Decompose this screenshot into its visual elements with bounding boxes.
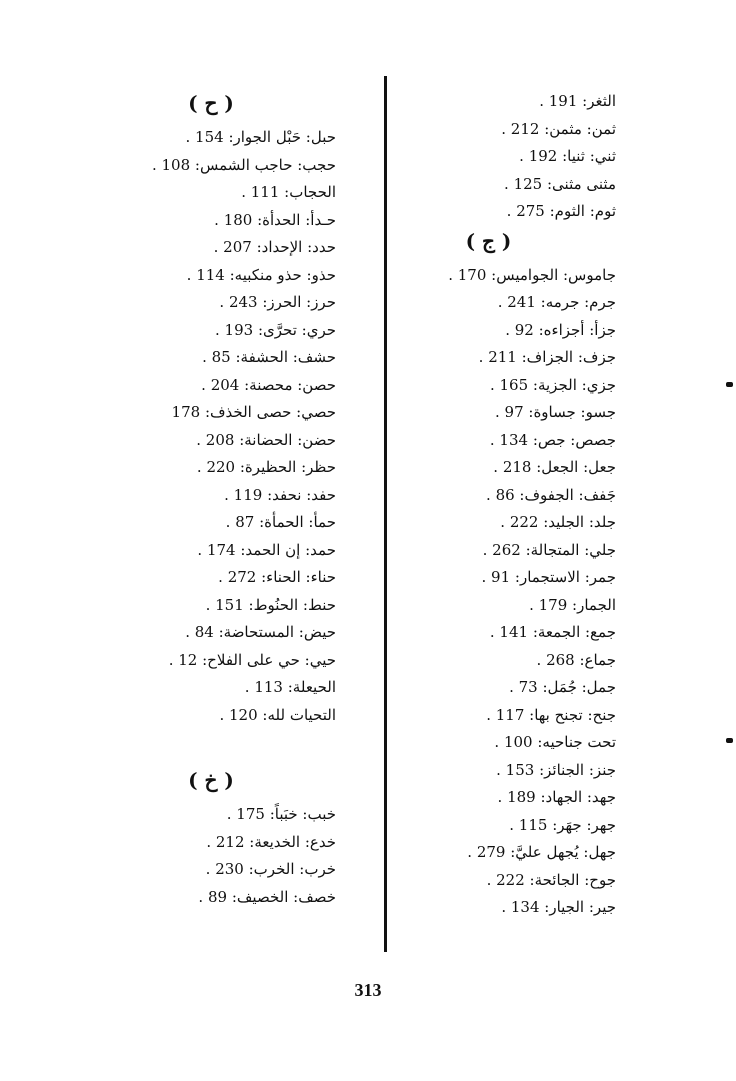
index-entry: جاموس: الجواميس: 170 . (448, 265, 616, 284)
index-entry: تحت جناحيه: 100 . (494, 733, 616, 751)
index-entry: ثوم: الثوم: 275 . (506, 202, 616, 220)
index-entry: جهد: الجهاد: 189 . (497, 788, 616, 806)
index-entry: حناء: الحناء: 272 . (218, 568, 336, 586)
index-entry: جير: الجيار: 134 . (501, 898, 616, 916)
index-entry: جزأ: أجزاءه: 92 . (505, 320, 616, 339)
index-entry: خبب: خبَباً: 175 . (226, 805, 336, 823)
index-entry: جمل: جُمَل: 73 . (509, 678, 616, 696)
index-entry: حيي: حي على الفلاح: 12 . (168, 650, 336, 669)
index-entry: جزي: الجزية: 165 . (489, 375, 616, 394)
index-entry: جلد: الجليد: 222 . (500, 513, 616, 531)
index-entry: حصي: حصى الخذف: 178 (171, 403, 336, 421)
index-entry: جزف: الجزاف: 211 . (478, 348, 616, 366)
index-entry: حيض: المستحاضة: 84 . (185, 623, 336, 641)
column-divider (384, 76, 387, 952)
index-entry: جعل: الجعل: 218 . (493, 458, 616, 476)
index-entry: جمر: الاستجمار: 91 . (481, 568, 616, 586)
page-number: 313 (354, 980, 382, 1000)
index-entry: جنح: تجنح بها: 117 . (486, 705, 616, 724)
index-entry: حضن: الحضانة: 208 . (196, 430, 336, 449)
index-entry: حـدأ: الحدأة: 180 . (214, 210, 336, 229)
index-entry: حشف: الحشفة: 85 . (202, 348, 336, 366)
index-entry: الحيعلة: 113 . (244, 678, 336, 696)
index-entry: جوح: الجائحة: 222 . (486, 870, 616, 889)
index-entry: جهر: جهَر: 115 . (509, 815, 616, 834)
section-heading-kha: ( خ ) (188, 768, 234, 792)
index-entry: حمأ: الحمأة: 87 . (225, 513, 336, 531)
index-entry: الجمار: 179 . (529, 595, 616, 614)
index-entry: حدد: الإحداد: 207 . (213, 238, 336, 256)
index-entry: مثنى مثنى: 125 . (504, 174, 616, 193)
index-entry: جهل: يُجهل عليَّ: 279 . (467, 843, 616, 861)
index-entry: خدع: الخديعة: 212 . (206, 832, 336, 851)
kha-entries (86, 801, 336, 911)
index-entry: حنط: الحنُوط: 151 . (205, 595, 336, 614)
index-entry: جرم: جرمه: 241 . (497, 293, 616, 311)
index-entry: جمع: الجمعة: 141 . (489, 623, 616, 641)
index-entry: حصن: محصنة: 204 . (201, 375, 336, 394)
index-entry: ثمن: مثمن: 212 . (501, 119, 616, 138)
index-entry: حري: تحرَّى: 193 . (215, 320, 336, 339)
index-entry: التحيات لله: 120 . (219, 705, 336, 724)
margin-mark (726, 738, 733, 743)
index-entry: الثغر: 191 . (539, 92, 616, 110)
index-column-right (361, 88, 616, 922)
section-heading-jim: ( ج ) (465, 228, 512, 253)
index-entry: الحجاب: 111 . (241, 183, 336, 201)
jim-entries (361, 262, 616, 922)
index-entry: خرب: الخرب: 230 . (205, 860, 336, 878)
index-entry: حمد: إن الحمد: 174 . (197, 540, 336, 559)
index-entry: حبل: حَبْل الجوار: 154 . (185, 128, 336, 146)
index-entry: حظر: الحظيرة: 220 . (196, 458, 336, 476)
index-entry: جلي: المتجالة: 262 . (482, 540, 616, 559)
index-entry: جماع: 268 . (536, 650, 616, 669)
index-entry: جنز: الجنائز: 153 . (496, 760, 616, 779)
index-entry: جَفف: الجفوف: 86 . (486, 485, 616, 504)
index-entry: حفد: نحفد: 119 . (224, 485, 336, 504)
index-column-left (86, 88, 336, 911)
index-entry: ثني: ثنيا: 192 . (519, 147, 616, 165)
tha-entries (361, 88, 616, 226)
index-entry: حجب: حاجب الشمس: 108 . (151, 155, 336, 174)
margin-mark (726, 382, 733, 387)
section-spacer (86, 729, 336, 765)
index-entry: خصف: الخصيف: 89 . (198, 887, 336, 906)
section-heading-ha: ( ح ) (188, 91, 234, 115)
index-entry: حذو: حذو منكبيه: 114 . (186, 265, 336, 284)
index-entry: جسو: جساوة: 97 . (494, 403, 616, 421)
index-entry: حرز: الحرز: 243 . (219, 293, 336, 311)
ha-entries (86, 124, 336, 729)
index-entry: جصص: جص: 134 . (489, 430, 616, 449)
